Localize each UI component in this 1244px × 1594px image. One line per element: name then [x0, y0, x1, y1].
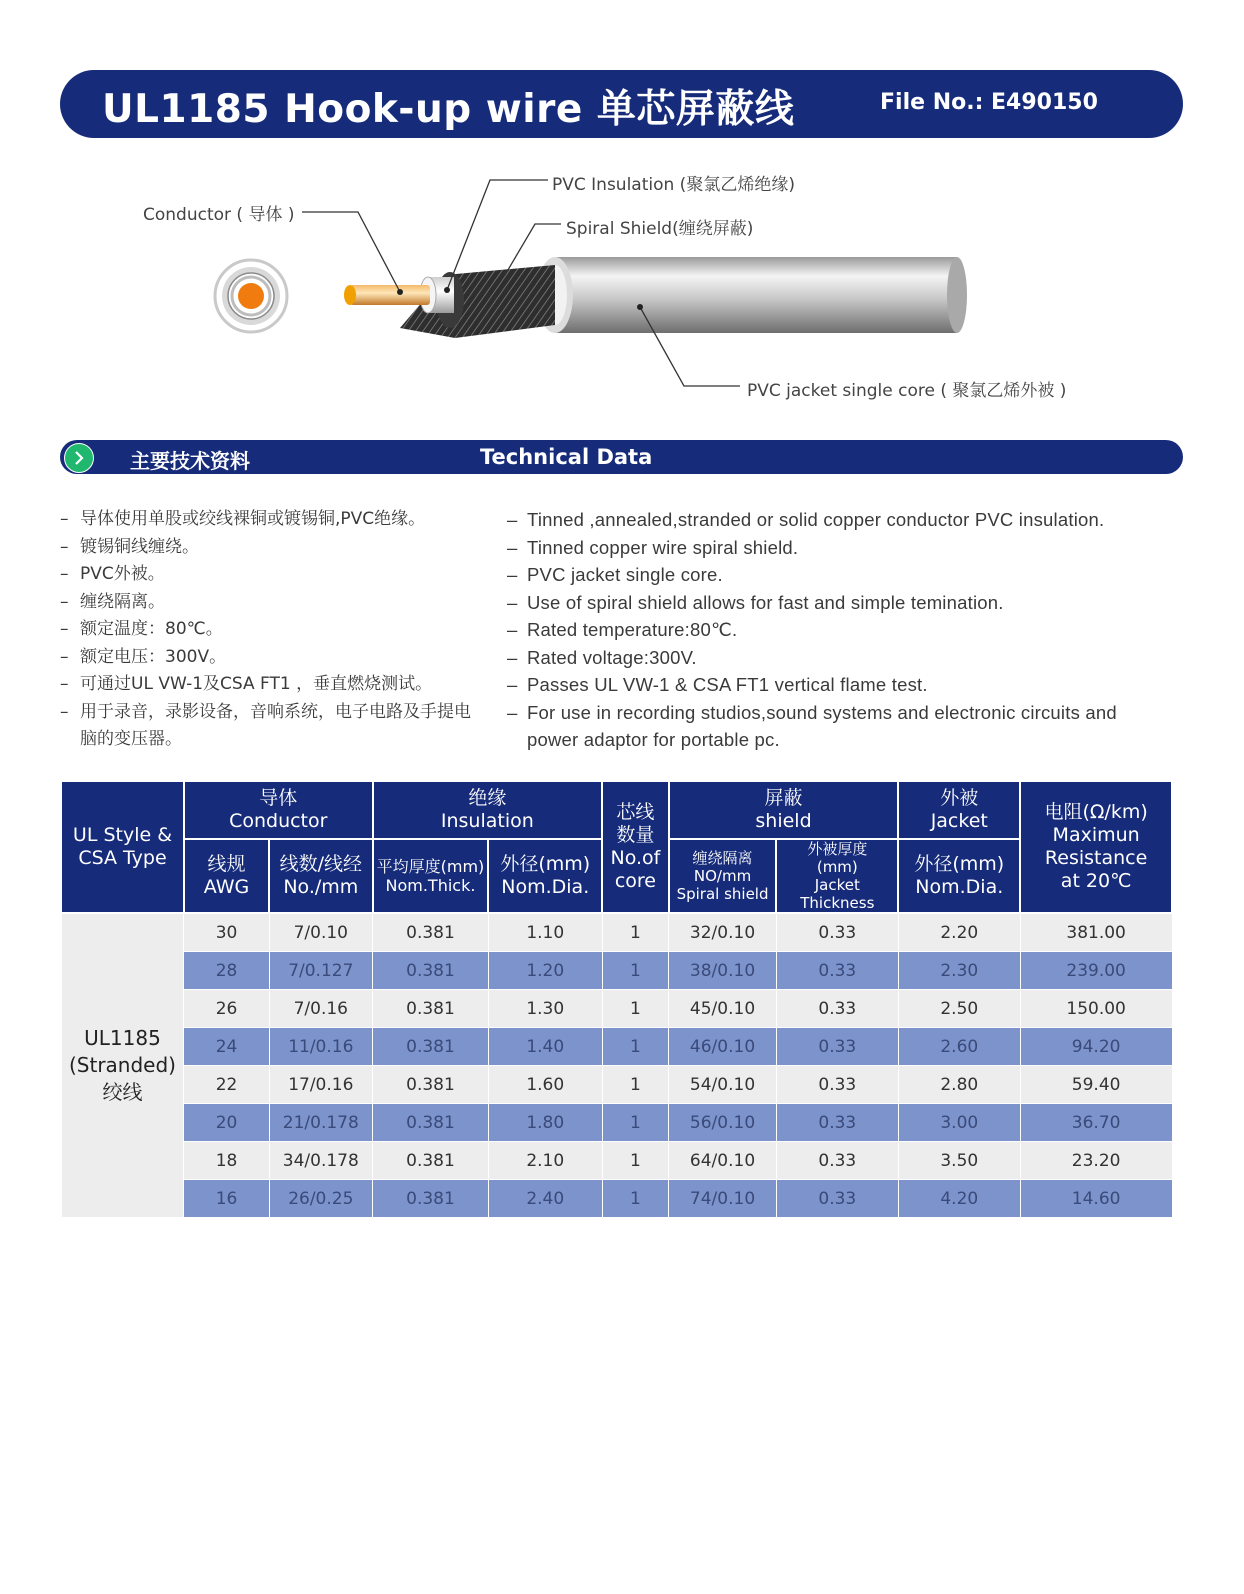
feature-en-item: – Rated voltage:300V. [507, 644, 1183, 672]
cell-spiral: 56/0.10 [669, 1104, 777, 1142]
cell-awg: 22 [184, 1066, 269, 1104]
cell-resistance: 381.00 [1020, 913, 1172, 952]
header-core: 芯线 数量 No.of core [602, 781, 669, 913]
cell-core: 1 [602, 990, 669, 1028]
section-title-cn: 主要技术资料 [130, 449, 250, 473]
header-strand: 线数/线经 No./mm [269, 839, 373, 913]
cell-awg: 16 [184, 1180, 269, 1218]
cell-awg: 30 [184, 913, 269, 952]
pvc-jacket-label: PVC jacket single core ( 聚氯乙烯外被 ) [747, 381, 1067, 401]
header-awg: 线规 AWG [184, 839, 269, 913]
cell-spiral: 64/0.10 [669, 1142, 777, 1180]
cell-resistance: 94.20 [1020, 1028, 1172, 1066]
cell-jacket-dia: 3.50 [898, 1142, 1020, 1180]
feature-cn-item: – 缠绕隔离。 [60, 589, 500, 617]
cell-awg: 28 [184, 952, 269, 990]
cell-strand: 26/0.25 [269, 1180, 373, 1218]
cell-thick: 0.381 [373, 1142, 489, 1180]
cell-core: 1 [602, 913, 669, 952]
cell-ins-dia: 1.40 [488, 1028, 602, 1066]
cell-thick: 0.381 [373, 952, 489, 990]
cell-resistance: 36.70 [1020, 1104, 1172, 1142]
feature-cn-item: – 额定温度：80℃。 [60, 616, 500, 644]
cell-awg: 20 [184, 1104, 269, 1142]
cell-resistance: 239.00 [1020, 952, 1172, 990]
cell-strand: 11/0.16 [269, 1028, 373, 1066]
header-shield: 屏蔽 shield [669, 781, 899, 839]
header-jacket: 外被 Jacket [898, 781, 1020, 839]
feature-cn-item: – 用于录音，录影设备，音响系统，电子电路及手提电脑的变压器。 [60, 699, 480, 754]
cell-spiral: 46/0.10 [669, 1028, 777, 1066]
header-ins-dia: 外径(mm) Nom.Dia. [488, 839, 602, 913]
feature-cn-item: – 可通过UL VW-1及CSA FT1 ，垂直燃烧测试。 [60, 671, 500, 699]
cell-jacket-dia: 2.30 [898, 952, 1020, 990]
header-conductor: 导体 Conductor [184, 781, 373, 839]
conductor-label: Conductor ( 导体 ) [143, 205, 295, 225]
cell-ins-dia: 1.20 [488, 952, 602, 990]
cell-jacket-thick: 0.33 [776, 1142, 898, 1180]
pvc-insulation-label: PVC Insulation (聚氯乙烯绝缘) [552, 175, 795, 195]
cell-ins-dia: 1.30 [488, 990, 602, 1028]
cell-jacket-dia: 3.00 [898, 1104, 1020, 1142]
cell-core: 1 [602, 1104, 669, 1142]
cell-jacket-thick: 0.33 [776, 1028, 898, 1066]
cell-spiral: 54/0.10 [669, 1066, 777, 1104]
header-insulation: 绝缘 Insulation [373, 781, 603, 839]
table-row [61, 1066, 1172, 1104]
file-number: File No.: E490150 [880, 90, 1098, 115]
cell-jacket-thick: 0.33 [776, 990, 898, 1028]
pvc-jacket-shape [537, 257, 967, 333]
table-row [61, 913, 1172, 952]
header-spiral-shield: 缠绕隔离 NO/mm Spiral shield [669, 839, 777, 913]
header-resistance: 电阻(Ω/km) Maximun Resistance at 20℃ [1020, 781, 1172, 913]
cell-jacket-thick: 0.33 [776, 1104, 898, 1142]
technical-data-bar [60, 440, 1183, 474]
header-jacket-dia: 外径(mm) Nom.Dia. [898, 839, 1020, 913]
cell-thick: 0.381 [373, 1066, 489, 1104]
table-row [61, 1142, 1172, 1180]
features-cn-list [60, 506, 500, 754]
cell-jacket-dia: 2.50 [898, 990, 1020, 1028]
cell-jacket-thick: 0.33 [776, 1066, 898, 1104]
cell-thick: 0.381 [373, 1104, 489, 1142]
feature-cn-item: – 镀锡铜线缠绕。 [60, 534, 500, 562]
cell-core: 1 [602, 1028, 669, 1066]
cell-strand: 7/0.16 [269, 990, 373, 1028]
table-row [61, 952, 1172, 990]
cable-type-cell: UL1185 (Stranded) 绞线 [61, 913, 184, 1218]
cable-diagram [0, 150, 1244, 420]
cell-thick: 0.381 [373, 990, 489, 1028]
cell-core: 1 [602, 952, 669, 990]
feature-en-item: – Tinned ,annealed,stranded or solid copper conductor PVC insulation. [507, 506, 1183, 534]
cell-awg: 18 [184, 1142, 269, 1180]
table-row [61, 1180, 1172, 1218]
table-row [61, 990, 1172, 1028]
spiral-shield-label: Spiral Shield(缠绕屏蔽) [566, 219, 754, 239]
feature-en-item: – Passes UL VW-1 & CSA FT1 vertical flame test. [507, 671, 1183, 699]
cell-resistance: 14.60 [1020, 1180, 1172, 1218]
table-row [61, 1028, 1172, 1066]
cell-ins-dia: 1.10 [488, 913, 602, 952]
cell-core: 1 [602, 1142, 669, 1180]
cell-strand: 17/0.16 [269, 1066, 373, 1104]
cell-jacket-dia: 4.20 [898, 1180, 1020, 1218]
feature-en-item: – For use in recording studios,sound systems and electronic circuits and power adaptor for portable pc. [507, 699, 1167, 754]
cell-thick: 0.381 [373, 1028, 489, 1066]
features-en-list [507, 506, 1183, 754]
cell-ins-dia: 2.10 [488, 1142, 602, 1180]
cell-jacket-dia: 2.20 [898, 913, 1020, 952]
section-title-en: Technical Data [480, 445, 653, 469]
cell-awg: 24 [184, 1028, 269, 1066]
feature-en-item: – Use of spiral shield allows for fast and simple temination. [507, 589, 1183, 617]
cell-spiral: 45/0.10 [669, 990, 777, 1028]
cell-ins-dia: 1.60 [488, 1066, 602, 1104]
feature-cn-item: – 导体使用单股或绞线裸铜或镀锡铜,PVC绝缘。 [60, 506, 500, 534]
cross-section-icon [215, 260, 287, 332]
cell-spiral: 32/0.10 [669, 913, 777, 952]
cell-jacket-thick: 0.33 [776, 1180, 898, 1218]
feature-cn-item: – PVC外被。 [60, 561, 500, 589]
conductor-shape [344, 285, 430, 305]
feature-en-item: – Rated temperature:80℃. [507, 616, 1183, 644]
header-type: UL Style & CSA Type [61, 781, 184, 913]
feature-en-item: – Tinned copper wire spiral shield. [507, 534, 1183, 562]
page-title: UL1185 Hook-up wire 单芯屏蔽线 [102, 87, 795, 132]
cell-resistance: 59.40 [1020, 1066, 1172, 1104]
cell-thick: 0.381 [373, 1180, 489, 1218]
cell-resistance: 150.00 [1020, 990, 1172, 1028]
cell-strand: 21/0.178 [269, 1104, 373, 1142]
cell-resistance: 23.20 [1020, 1142, 1172, 1180]
title-banner [60, 70, 1183, 138]
cell-ins-dia: 1.80 [488, 1104, 602, 1142]
table-row [61, 1104, 1172, 1142]
cell-core: 1 [602, 1066, 669, 1104]
header-nom-thick: 平均厚度(mm) Nom.Thick. [373, 839, 489, 913]
cell-strand: 7/0.10 [269, 913, 373, 952]
cell-thick: 0.381 [373, 913, 489, 952]
cell-spiral: 74/0.10 [669, 1180, 777, 1218]
cell-jacket-dia: 2.80 [898, 1066, 1020, 1104]
chevron-right-icon [64, 443, 94, 473]
feature-cn-item: – 额定电压：300V。 [60, 644, 500, 672]
feature-en-item: – PVC jacket single core. [507, 561, 1183, 589]
cell-ins-dia: 2.40 [488, 1180, 602, 1218]
cell-spiral: 38/0.10 [669, 952, 777, 990]
header-jacket-thickness: 外被厚度 (mm) Jacket Thickness [776, 839, 898, 913]
cell-core: 1 [602, 1180, 669, 1218]
cell-strand: 7/0.127 [269, 952, 373, 990]
cell-jacket-dia: 2.60 [898, 1028, 1020, 1066]
spec-table [60, 780, 1173, 1218]
cell-jacket-thick: 0.33 [776, 913, 898, 952]
cell-strand: 34/0.178 [269, 1142, 373, 1180]
cell-jacket-thick: 0.33 [776, 952, 898, 990]
cell-awg: 26 [184, 990, 269, 1028]
